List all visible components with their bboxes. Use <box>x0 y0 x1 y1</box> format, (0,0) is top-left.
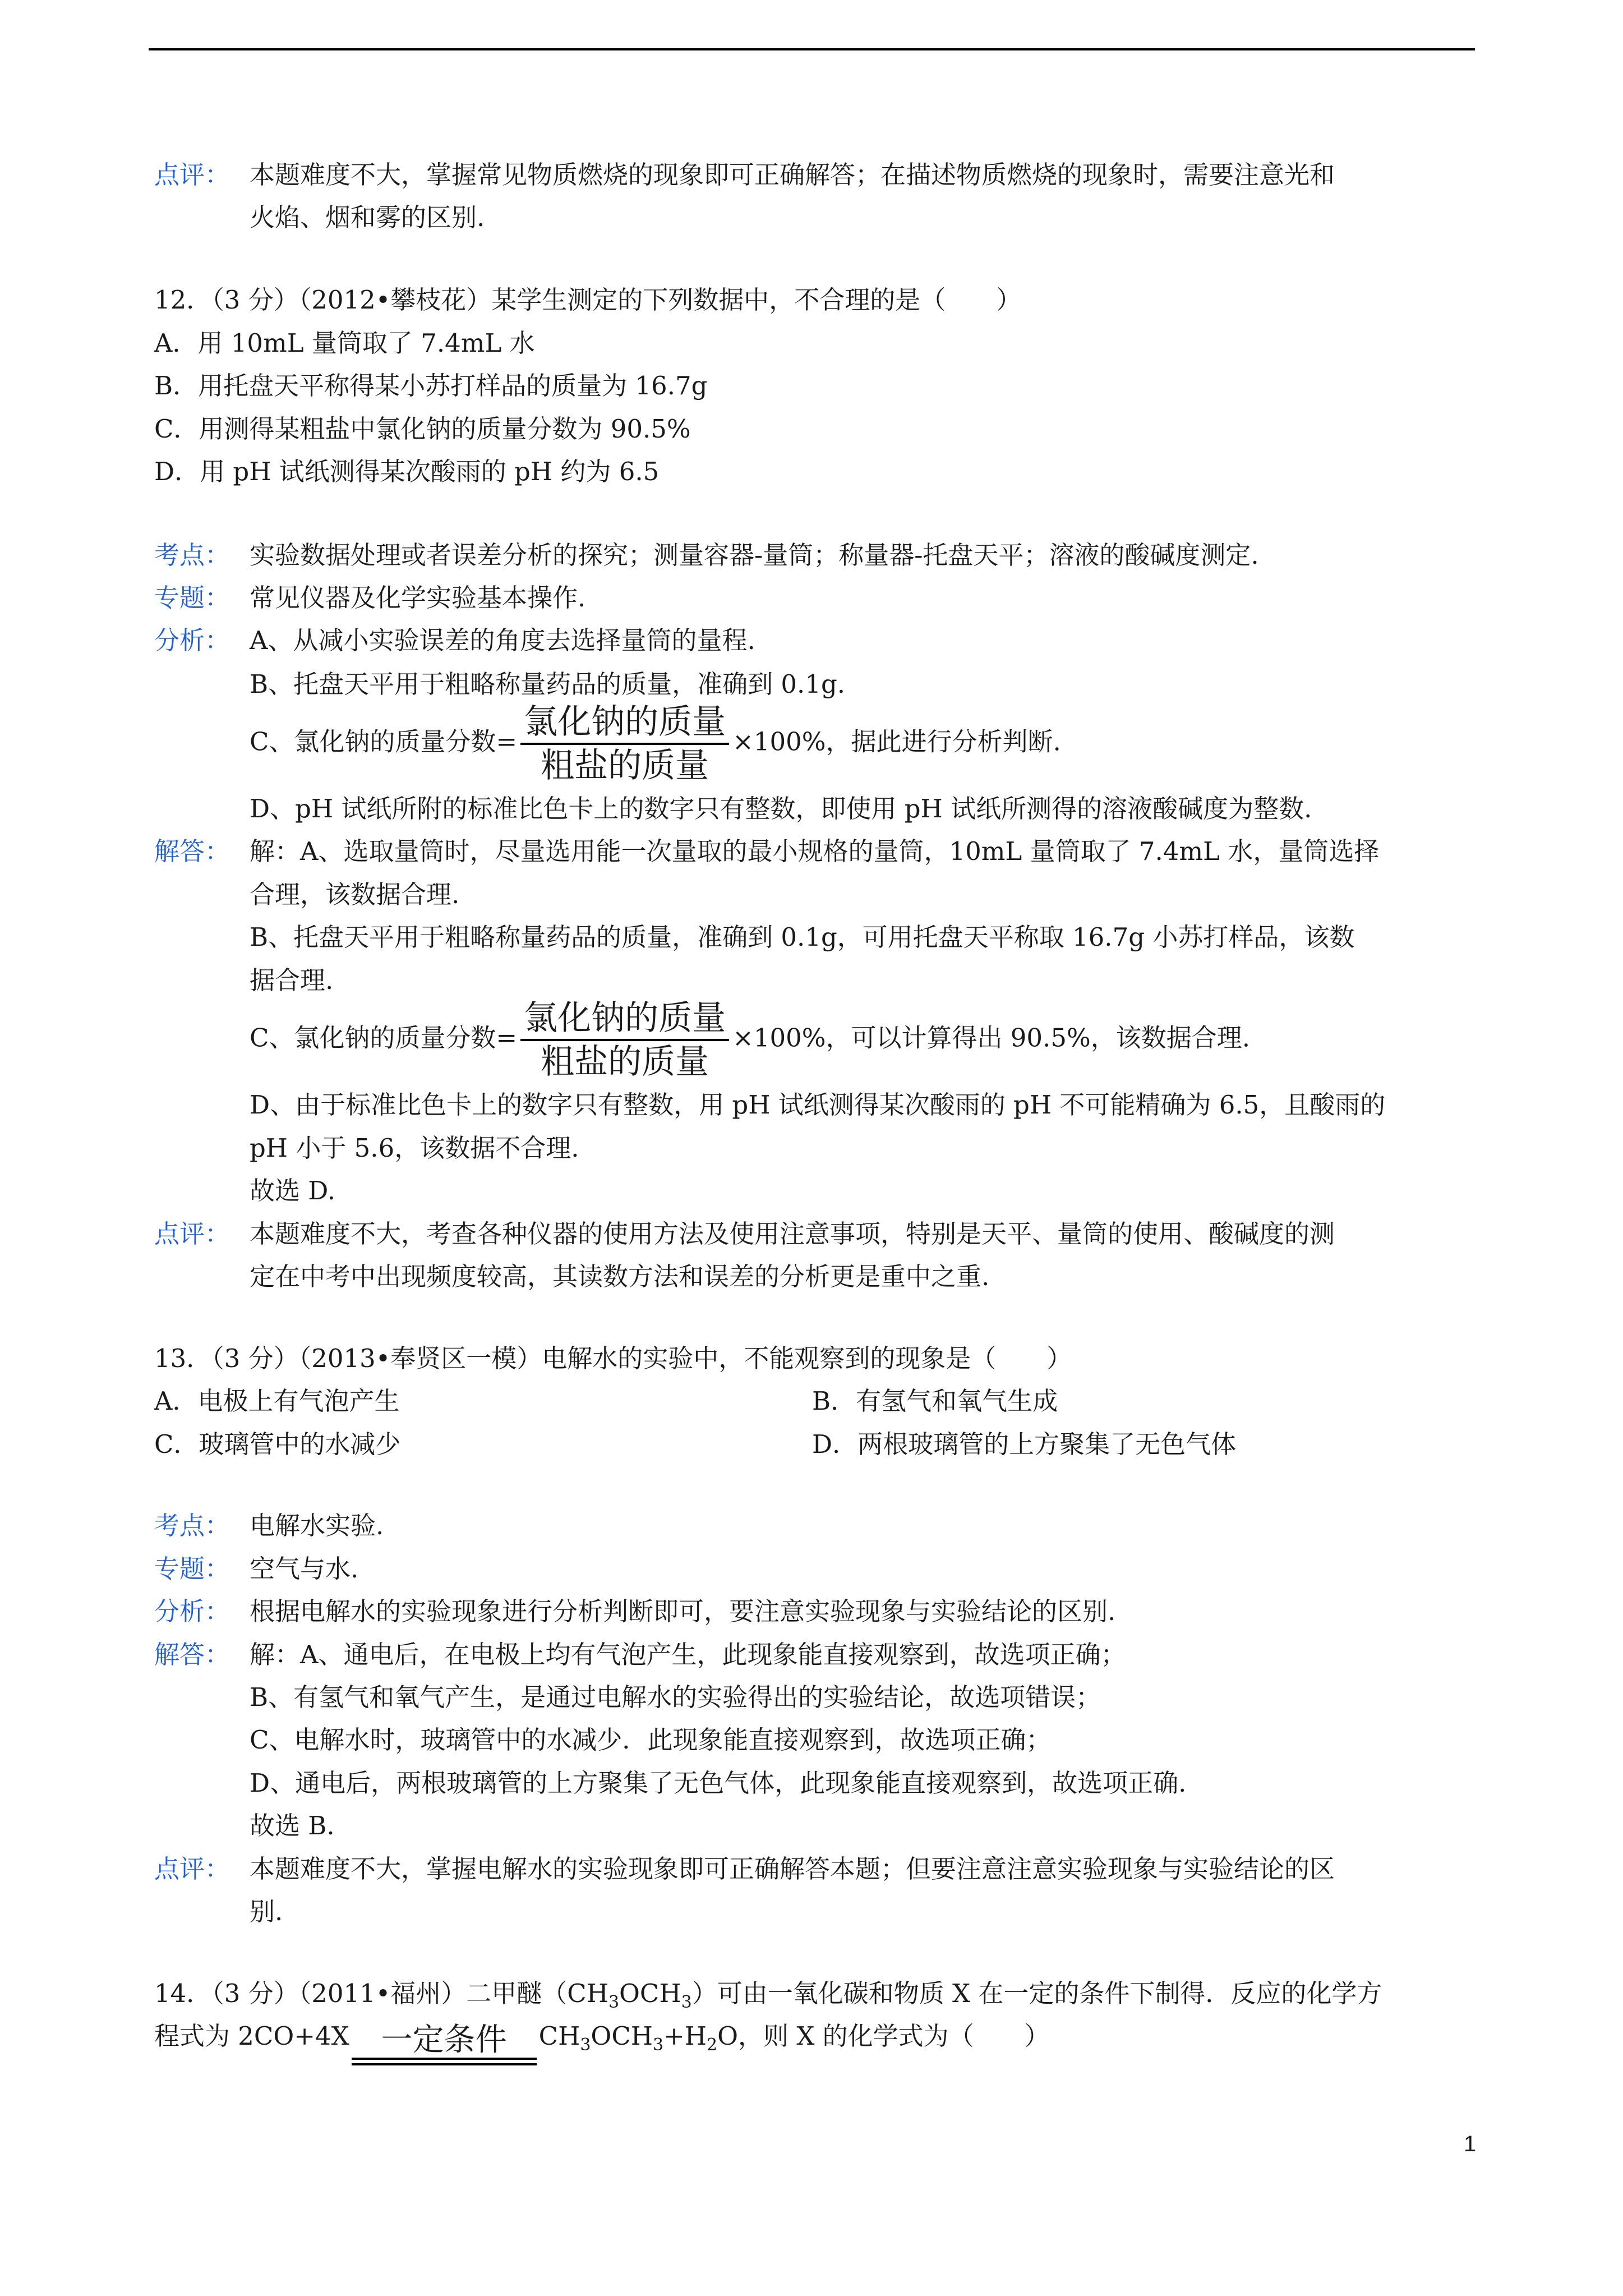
comment-label: 点评： <box>154 1219 230 1249</box>
analysis-text: A、从减小实验误差的角度去选择量筒的量程. <box>250 625 755 655</box>
answer-text: D、通电后，两根玻璃管的上方聚集了无色气体，此现象能直接观察到，故选项正确. <box>250 1768 1187 1798</box>
mass-fraction <box>520 997 729 1083</box>
answer-text: 解：A、通电后，在电极上均有气泡产生，此现象能直接观察到，故选项正确； <box>250 1640 1126 1669</box>
page-number: 1 <box>1464 2132 1477 2156</box>
topic-text: 空气与水. <box>250 1554 359 1584</box>
answer-text: C、氯化钠的质量分数= <box>250 1023 518 1053</box>
equation-double-bar <box>352 2058 537 2065</box>
analysis-text: D、pH 试纸所附的标准比色卡上的数字只有整数，即使用 pH 试纸所测得的溶液酸碱度为整数. <box>250 794 1312 823</box>
answer-text: B、托盘天平用于粗略称量药品的质量，准确到 0.1g，可用托盘天平称取 16.7g 小苏打样品，该数 <box>250 922 1355 952</box>
option-b: B．用托盘天平称得某小苏打样品的质量为 16.7g <box>154 371 708 401</box>
mass-fraction <box>520 701 729 786</box>
comment-text: 本题难度不大，掌握常见物质燃烧的现象即可正确解答；在描述物质燃烧的现象时，需要注意光和 <box>250 160 1335 190</box>
answer-formula-line <box>250 997 1250 1083</box>
question-stem: 13．（3 分）（2013•奉贤区一模）电解水的实验中，不能观察到的现象是（ ） <box>154 1343 1072 1373</box>
analysis-label: 分析： <box>154 625 230 655</box>
fraction-numerator: 氯化钠的质量 <box>520 701 729 745</box>
reaction-condition <box>352 2023 537 2065</box>
analysis-text: ×100%，据此进行分析判断. <box>732 726 1061 757</box>
comment-text: 本题难度不大，考查各种仪器的使用方法及使用注意事项，特别是天平、量筒的使用、酸碱度的测 <box>250 1219 1335 1249</box>
answer-text: 解：A、选取量筒时，尽量选用能一次量取的最小规格的量筒，10mL 量筒取了 7.4mL 水，量筒选择 <box>250 836 1380 866</box>
answer-label: 解答： <box>154 836 230 866</box>
topic-label: 专题： <box>154 1554 230 1584</box>
comment-text: 别. <box>250 1897 283 1926</box>
answer-text: 故选 D. <box>250 1176 336 1205</box>
fraction-denominator: 粗盐的质量 <box>541 1042 709 1082</box>
point-label: 考点： <box>154 1511 230 1540</box>
answer-label: 解答： <box>154 1640 230 1669</box>
header-rule <box>149 48 1475 50</box>
condition-text: 一定条件 <box>381 2022 507 2058</box>
comment-label: 点评： <box>154 1854 230 1884</box>
answer-text: 故选 B. <box>250 1811 335 1841</box>
analysis-formula-line <box>250 701 1061 786</box>
comment-text: 定在中考中出现频度较高，其读数方法和误差的分析更是重中之重. <box>250 1262 990 1291</box>
answer-text: 合理，该数据合理. <box>250 880 460 909</box>
answer-text: ×100%，可以计算得出 90.5%，该数据合理. <box>732 1023 1251 1053</box>
analysis-text: B、托盘天平用于粗略称量药品的质量，准确到 0.1g. <box>250 669 846 699</box>
comment-label: 点评： <box>154 160 230 190</box>
option-c: C．玻璃管中的水减少 <box>154 1429 401 1459</box>
topic-text: 常见仪器及化学实验基本操作. <box>250 583 586 613</box>
answer-text: pH 小于 5.6，该数据不合理. <box>250 1133 579 1163</box>
answer-text: B、有氢气和氧气产生，是通过电解水的实验得出的实验结论，故选项错误； <box>250 1682 1101 1712</box>
answer-text: C、电解水时，玻璃管中的水减少．此现象能直接观察到，故选项正确； <box>250 1725 1052 1755</box>
comment-text: 本题难度不大，掌握电解水的实验现象即可正确解答本题；但要注意注意实验现象与实验结论的区 <box>250 1854 1335 1884</box>
question-stem: 12．（3 分）（2012•攀枝花）某学生测定的下列数据中，不合理的是（ ） <box>154 285 1022 315</box>
option-d: D．两根玻璃管的上方聚集了无色气体 <box>812 1429 1237 1459</box>
comment-text: 火焰、烟和雾的区别. <box>250 203 485 232</box>
option-b: B．有氢气和氧气生成 <box>812 1386 1058 1416</box>
analysis-text: C、氯化钠的质量分数= <box>250 726 518 757</box>
fraction-denominator: 粗盐的质量 <box>541 746 709 785</box>
point-label: 考点： <box>154 540 230 570</box>
option-a: A．电极上有气泡产生 <box>154 1386 400 1416</box>
answer-text: 据合理. <box>250 965 334 995</box>
option-c: C．用测得某粗盐中氯化钠的质量分数为 90.5% <box>154 414 691 444</box>
analysis-text: 根据电解水的实验现象进行分析判断即可，要注意实验现象与实验结论的区别. <box>250 1596 1116 1626</box>
option-a: A．用 10mL 量筒取了 7.4mL 水 <box>154 328 535 358</box>
reaction-equation-line: 程式为 2CO+4X 一定条件 $CH_3OCH_3+H_2O$，则 X 的化学式为（ ） <box>154 2019 1050 2062</box>
analysis-label: 分析： <box>154 1596 230 1626</box>
topic-label: 专题： <box>154 583 230 613</box>
point-text: 实验数据处理或者误差分析的探究；测量容器-量筒；称量器-托盘天平；溶液的酸碱度测定. <box>250 540 1259 570</box>
answer-text: D、由于标准比色卡上的数字只有整数，用 pH 试纸测得某次酸雨的 pH 不可能精确为 6.5，且酸雨的 <box>250 1090 1386 1120</box>
option-d: D．用 pH 试纸测得某次酸雨的 pH 约为 6.5 <box>154 457 660 486</box>
question-stem: 14．（3 分）（2011•福州）二甲醚$(CH_3OCH_3)$可由一氧化碳和物质 X 在一定的条件下制得．反应的化学方 <box>154 1978 1382 2012</box>
fraction-numerator: 氯化钠的质量 <box>520 997 729 1041</box>
point-text: 电解水实验. <box>250 1511 384 1540</box>
